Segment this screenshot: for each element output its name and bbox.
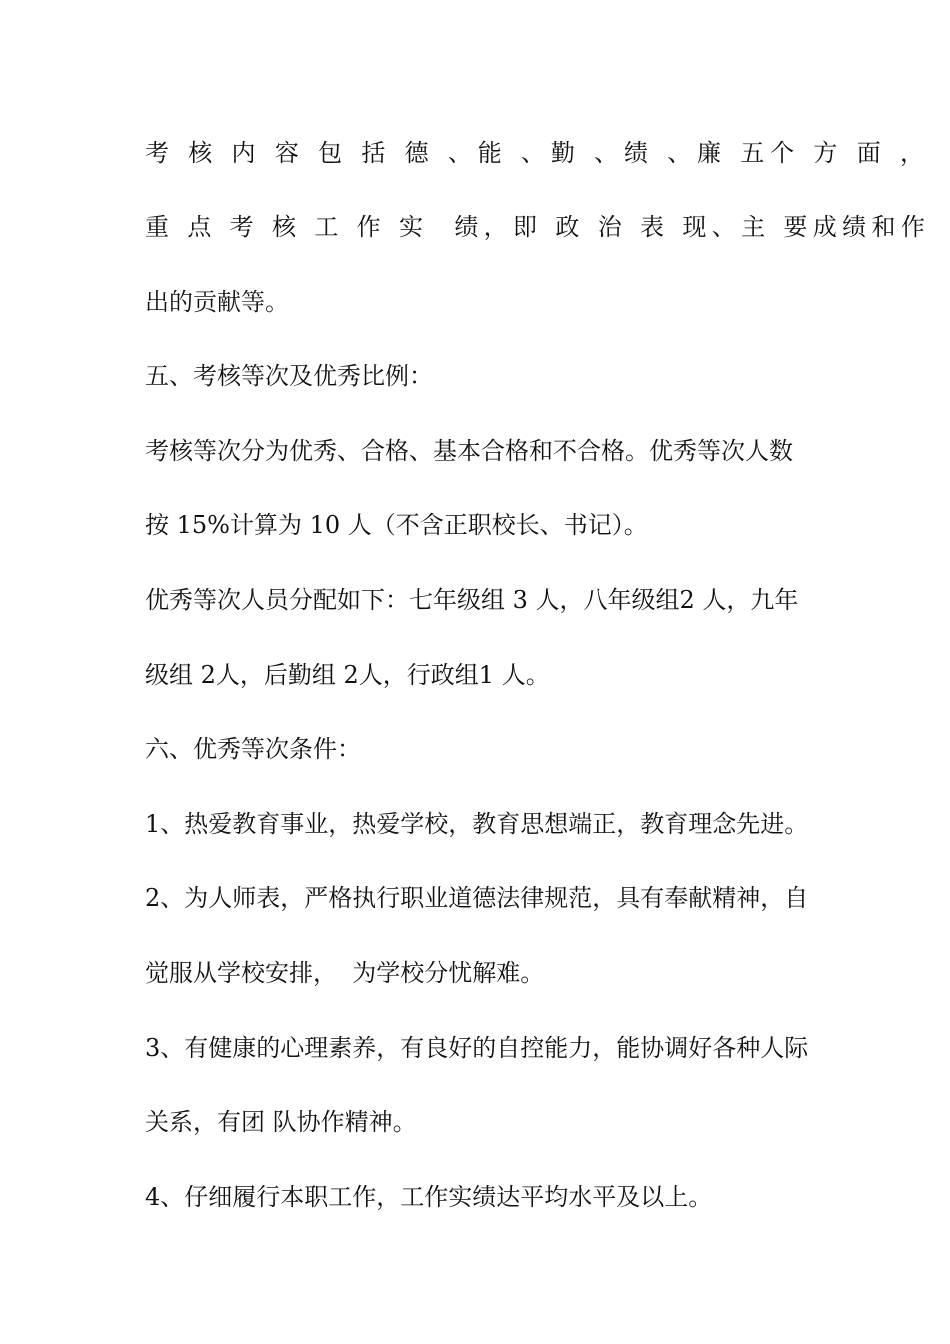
paragraph-line-4: 考核等次分为优秀、合格、基本合格和不合格。优秀等次人数 [145,437,793,465]
condition-item-2: 2、为人师表，严格执行职业道德法律规范，具有奉献精神，自 [145,884,809,912]
condition-item-3-cont: 关系，有团 队协作精神。 [145,1108,417,1136]
paragraph-line-6: 优秀等次人员分配如下：七年级组 3 人，八年级组2 人，九年 [145,586,799,614]
paragraph-line-7: 级组 2人，后勤组 2人，行政组1 人。 [145,661,550,689]
paragraph-line-3: 出的贡献等。 [145,288,289,316]
paragraph-line-5: 按 15%计算为 10 人（不含正职校长、书记）。 [145,511,648,539]
section-heading-6: 六、优秀等次条件： [145,735,361,763]
condition-item-2-cont: 觉服从学校安排， 为学校分忧解难。 [145,959,545,987]
section-heading-5: 五、考核等次及优秀比例： [145,362,433,390]
condition-item-4: 4、仔细履行本职工作，工作实绩达平均水平及以上。 [145,1183,713,1211]
condition-item-3: 3、有健康的心理素养，有良好的自控能力，能协调好各种人际 [145,1034,809,1062]
paragraph-line-2: 重 点 考 核 工 作 实 绩，即 政 治 表 现、主 要成绩和作 [145,213,931,241]
condition-item-1: 1、热爱教育事业，热爱学校，教育思想端正，教育理念先进。 [145,810,809,838]
paragraph-line-1: 考 核 内 容 包 括 德 、能 、勤 、绩 、廉 五个 方 面 ， [145,139,930,167]
